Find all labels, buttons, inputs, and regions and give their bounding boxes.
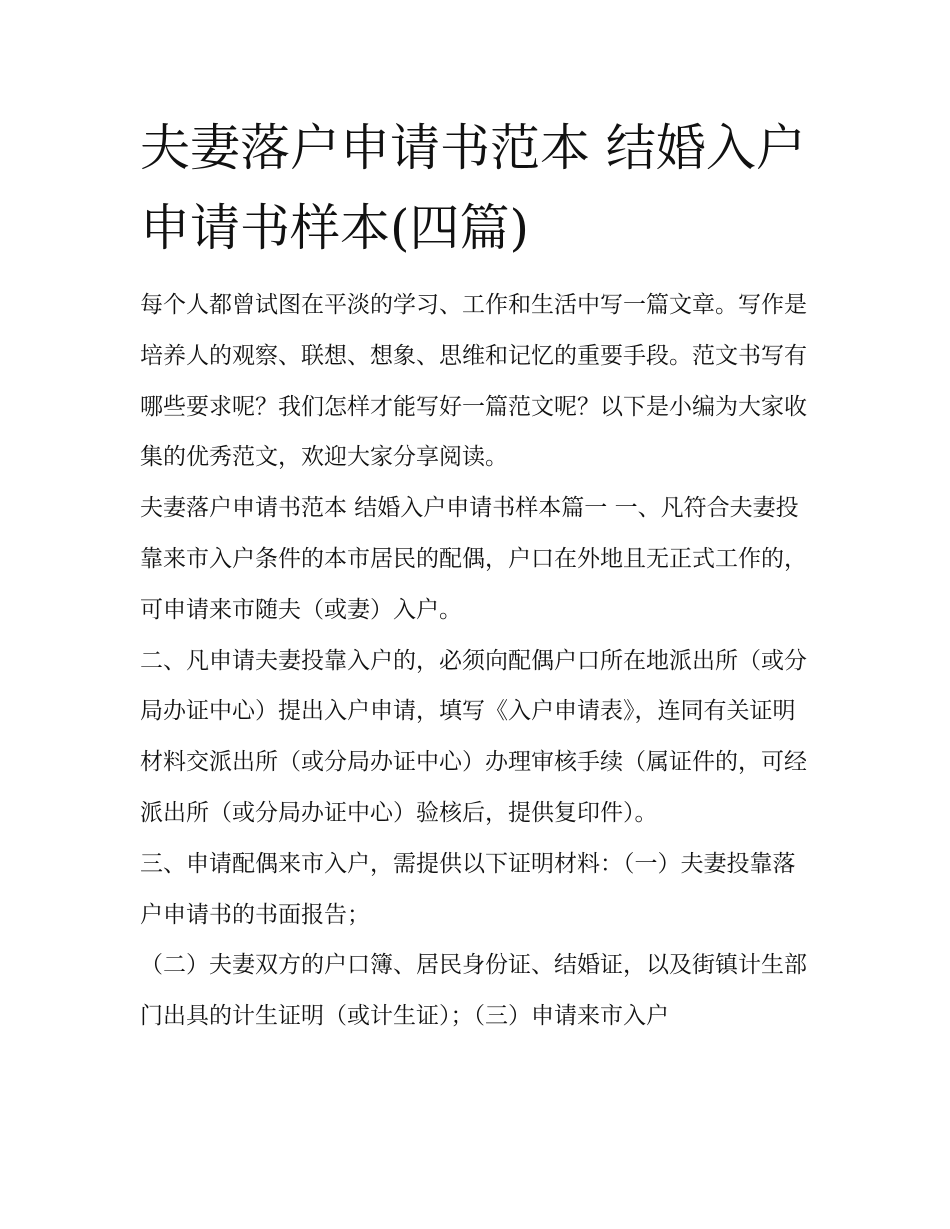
- paragraph-3: 三、申请配偶来市入户，需提供以下证明材料：（一）夫妻投靠落户申请书的书面报告；: [140, 850, 796, 928]
- document-body: [140, 280, 810, 1042]
- paragraph-intro: 每个人都曾试图在平淡的学习、工作和生活中写一篇文章。写作是培养人的观察、联想、想象、思维和记忆的重要手段。范文书写有哪些要求呢？我们怎样才能写好一篇范文呢？以下是小编为大家收集的优秀范文，欢迎大家分享阅读。: [140, 292, 807, 471]
- paragraph-1: 夫妻落户申请书范本 结婚入户申请书样本篇一 一、凡符合夫妻投靠来市入户条件的本市居民的配偶，户口在外地且无正式工作的，可申请来市随夫（或妻）入户。: [140, 495, 807, 623]
- paragraph-2: 二、凡申请夫妻投靠入户的，必须向配偶户口所在地派出所（或分局办证中心）提出入户申请，填写《入户申请表》，连同有关证明材料交派出所（或分局办证中心）办理审核手续（属证件的，可经派出所（或分局办证中心）验核后，提供复印件）。: [140, 647, 807, 826]
- paragraph-4: （二）夫妻双方的户口簿、居民身份证、结婚证，以及街镇计生部门出具的计生证明（或计生证）；（三）申请来市入户: [140, 952, 807, 1030]
- document-title: 夫妻落户申请书范本 结婚入户申请书样本(四篇): [140, 119, 806, 257]
